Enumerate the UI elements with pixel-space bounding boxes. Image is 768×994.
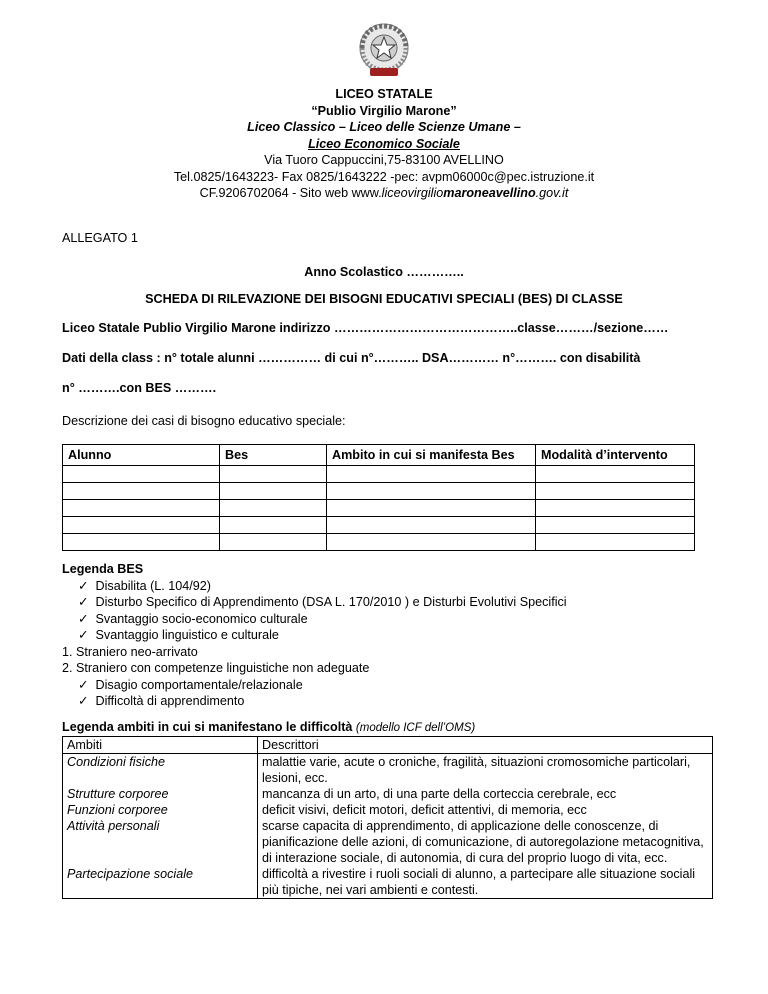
table-row: [63, 517, 695, 534]
checkmark-icon: ✓: [78, 611, 89, 626]
school-courses-2: Liceo Economico Sociale: [308, 136, 460, 151]
list-item: 2. Straniero con competenze linguistiche non adeguate: [62, 661, 370, 675]
checkmark-icon: ✓: [78, 578, 89, 593]
indirizzo-line: Liceo Statale Publio Virgilio Marone indirizzo ……………………………………..classe………/sezione……: [62, 321, 669, 335]
legenda-title: Legenda BES: [62, 562, 144, 576]
bes-table-header: [63, 445, 695, 466]
checkmark-icon: ✓: [78, 628, 89, 642]
table-row: Ambiti Descrittori: [63, 737, 713, 754]
allegato-label: ALLEGATO 1: [62, 231, 138, 245]
school-name: “Publio Virgilio Marone”: [311, 103, 457, 118]
col-alunno: Alunno: [63, 445, 220, 466]
table-row: [63, 500, 695, 517]
table-row: Strutture corporee mancanza di un arto, di una parte della corteccia cerebrale, ecc: [63, 786, 713, 802]
checkmark-icon: ✓: [78, 677, 89, 692]
col-bes: Bes: [220, 445, 327, 466]
anno-scolastico: Anno Scolastico …………..: [304, 265, 464, 279]
list-item: 1. Straniero neo-arrivato: [62, 644, 198, 659]
bes-count-line: n° ……….con BES ……….: [62, 381, 217, 395]
table-row: Funzioni corporee deficit visivi, deficit motori, deficit attentivi, di memoria, ecc: [63, 802, 713, 818]
checkmark-icon: ✓: [78, 694, 89, 708]
list-item: ✓ Disabilita (L. 104/92): [78, 578, 212, 593]
ambiti-table: [62, 736, 713, 899]
table-row: Attività personali scarse capacita di apprendimento, di applicazione delle conoscenze, di pianificazione delle azioni, di comunicazione, di autoregolazione metacognitiva, di interazione sociale, di autonomia, di cura del proprio luogo di vita, ecc.: [63, 818, 713, 866]
emblem-icon: [352, 18, 416, 82]
ambiti-legend-title: Legenda ambiti in cui si manifestano le difficoltà (modello ICF dell’OMS): [62, 720, 476, 734]
school-cf-site: CF.9206702064 - Sito web www.liceovirgiliomaroneavellino.gov.it: [199, 186, 569, 200]
dati-classe-line: Dati della class : n° totale alunni …………… di cui n°……….. DSA………… n°………. con disabilità: [62, 351, 641, 365]
school-type: LICEO STATALE: [335, 87, 433, 101]
col-ambito: Ambito in cui si manifesta Bes: [327, 445, 536, 466]
list-item: ✓ Disagio comportamentale/relazionale: [78, 677, 303, 692]
table-row: Partecipazione sociale difficoltà a rivestire i ruoli sociali di alunno, a partecipare alle situazione sociali più tipiche, nei vari ambienti e contesti.: [63, 866, 713, 899]
bes-table: [62, 444, 695, 551]
school-address: Via Tuoro Cappuccini,75-83100 AVELLINO: [264, 153, 504, 167]
list-item: ✓ Difficoltà di apprendimento: [78, 694, 245, 708]
school-contacts: Tel.0825/1643223- Fax 0825/1643222 -pec: avpm06000c@pec.istruzione.it: [173, 169, 595, 184]
table-row: [63, 466, 695, 483]
school-header: [0, 86, 768, 202]
school-courses: Liceo Classico – Liceo delle Scienze Umane –: [247, 120, 521, 134]
table-row: [63, 483, 695, 500]
table-row: [63, 534, 695, 551]
checkmark-icon: ✓: [78, 595, 89, 609]
legenda-bes: [62, 561, 722, 710]
document-title: SCHEDA DI RILEVAZIONE DEI BISOGNI EDUCATIVI SPECIALI (BES) DI CLASSE: [145, 292, 623, 306]
list-item: ✓ Svantaggio socio-economico culturale: [78, 611, 308, 626]
list-item: ✓ Svantaggio linguistico e culturale: [78, 628, 279, 642]
table-row: Condizioni fisiche malattie varie, acute o croniche, fragilità, situazioni cromosomiche particolari, lesioni, ecc.: [63, 754, 713, 787]
col-modalita: Modalità d’intervento: [536, 445, 695, 466]
descrizione-label: Descrizione dei casi di bisogno educativo speciale:: [62, 414, 346, 428]
list-item: ✓ Disturbo Specifico di Apprendimento (DSA L. 170/2010 ) e Disturbi Evolutivi Specifici: [78, 595, 567, 609]
